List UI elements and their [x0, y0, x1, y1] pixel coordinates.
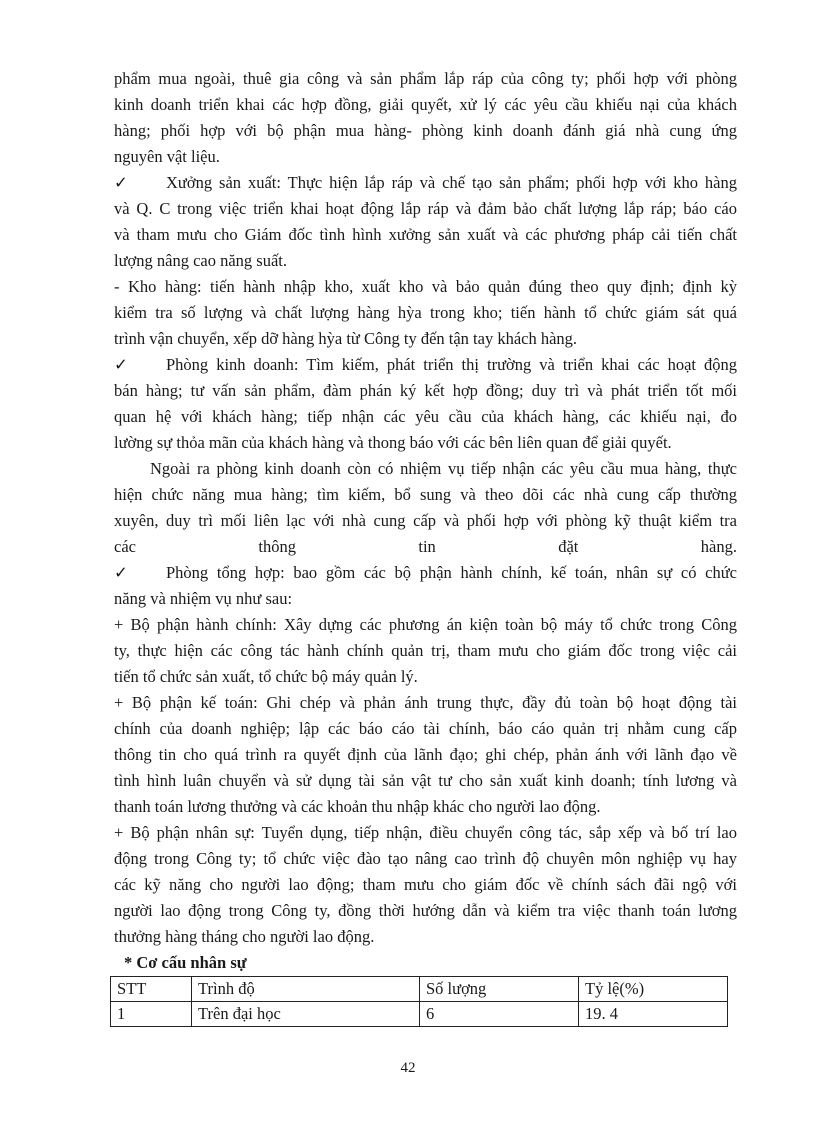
text-line: năng và nhiệm vụ như sau: — [114, 589, 293, 608]
text-line: và Q. C trong việc triển khai hoạt động lắp ráp và đảm bảo chất lượng lắp ráp; báo cáo — [114, 199, 737, 218]
text-line: + Bộ phận nhân sự: Tuyển dụng, tiếp nhận, điều chuyển công tác, sắp xếp và bố trí lao — [114, 823, 737, 842]
text-line: tiến tổ chức sản xuất, tổ chức bộ máy quản lý. — [114, 667, 418, 686]
header-cell-stt: STT — [111, 977, 192, 1002]
text-line: - Kho hàng: tiến hành nhập kho, xuất kho và bảo quản đúng theo quy định; định kỳ — [114, 277, 737, 296]
text-line: xuyên, duy trì mối liên lạc với nhà cung cấp và phối hợp với phòng kỹ thuật kiểm tra — [114, 511, 737, 530]
text-line: các kỹ năng cho người lao động; tham mưu cho giám đốc về chính sách đãi ngộ với — [114, 875, 737, 894]
text-line: ty, thực hiện các công tác hành chính quản trị, tham mưu cho giám đốc trong việc cải — [114, 641, 737, 660]
staff-structure-table — [110, 976, 728, 1027]
cell-level: Trên đại học — [192, 1002, 420, 1027]
text-line: bán hàng; tư vấn sản phẩm, đàm phán ký kết hợp đồng; duy trì và phát triển tốt mối — [114, 381, 737, 400]
section-heading: * Cơ cấu nhân sự — [124, 953, 247, 972]
text-line: động trong Công ty; tổ chức việc đào tạo nâng cao trình độ chuyên môn nghiệp vụ hay — [114, 849, 737, 868]
paragraphs — [114, 66, 737, 950]
text-line-content: Phòng kinh doanh: Tìm kiếm, phát triển thị trường và triển khai các hoạt động — [166, 355, 737, 374]
checkmark-icon: ✓ — [114, 173, 128, 192]
text-line: và tham mưu cho Giám đốc tình hình xưởng sản xuất và các phương pháp cải tiến chất — [114, 225, 737, 244]
text-line: thanh toán lương thưởng và các khoản thu nhập khác cho người lao động. — [114, 797, 601, 816]
text-line: hàng; phối hợp với bộ phận mua hàng- phòng kinh doanh đánh giá nhà cung ứng — [114, 121, 737, 140]
text-line: các thông tin đặt hàng. — [114, 537, 737, 556]
text-line: trình vận chuyển, xếp dỡ hàng hỳa từ Công ty đến tận tay khách hàng. — [114, 329, 578, 348]
cell-ratio: 19. 4 — [579, 1002, 728, 1027]
checkmark-icon: ✓ — [114, 563, 128, 582]
document-body — [114, 66, 737, 1027]
text-line: quan hệ với khách hàng; tiếp nhận các yêu cầu của khách hàng, các khiếu nại, đo — [114, 407, 737, 426]
table-header-row — [111, 977, 728, 1002]
text-line — [114, 352, 737, 378]
cell-count: 6 — [420, 1002, 579, 1027]
text-line: thông tin cho quá trình ra quyết định của lãnh đạo; ghi chép, phản ánh với lãnh đạo về — [114, 745, 737, 764]
text-line: + Bộ phận kế toán: Ghi chép và phản ánh trung thực, đầy đủ toàn bộ hoạt động tài — [114, 693, 737, 712]
text-line-content: Phòng tổng hợp: bao gồm các bộ phận hành chính, kế toán, nhân sự có chức — [166, 563, 737, 582]
text-line — [114, 170, 737, 196]
text-line-content: Xưởng sản xuất: Thực hiện lắp ráp và chế tạo sản phẩm; phối hợp với kho hàng — [166, 173, 737, 192]
header-cell-level: Trình độ — [192, 977, 420, 1002]
text-line: nguyên vật liệu. — [114, 147, 220, 166]
text-line: phẩm mua ngoài, thuê gia công và sản phẩm lắp ráp của công ty; phối hợp với phòng — [114, 69, 737, 88]
text-line — [114, 560, 737, 586]
text-line: kiểm tra số lượng và chất lượng hàng hỳa trong kho; tiến hành tổ chức giám sát quá — [114, 303, 737, 322]
checkmark-icon: ✓ — [114, 355, 128, 374]
text-line: hiện chức năng mua hàng; tìm kiếm, bổ sung và theo dõi các nhà cung cấp thường — [114, 485, 737, 504]
table-row — [111, 1002, 728, 1027]
text-line: thưởng hàng tháng cho người lao động. — [114, 927, 375, 946]
text-line: chính của doanh nghiệp; lập các báo cáo tài chính, báo cáo quản trị nhằm cung cấp — [114, 719, 737, 738]
text-line: tình hình luân chuyển và sử dụng tài sản vật tư cho sản xuất kinh doanh; tính lương và — [114, 771, 737, 790]
header-cell-ratio: Tỷ lệ(%) — [579, 977, 728, 1002]
header-cell-count: Số lượng — [420, 977, 579, 1002]
text-line: lượng nâng cao năng suất. — [114, 251, 288, 270]
text-line: Ngoài ra phòng kinh doanh còn có nhiệm vụ tiếp nhận các yêu cầu mua hàng, thực — [150, 459, 737, 478]
page-number: 42 — [400, 1060, 416, 1076]
text-line: kinh doanh triển khai các hợp đồng, giải quyết, xử lý các yêu cầu khiếu nại của khách — [114, 95, 737, 114]
cell-stt: 1 — [111, 1002, 192, 1027]
text-line: người lao động trong Công ty, đồng thời hướng dẫn và kiểm tra việc thanh toán lương — [114, 901, 737, 920]
text-line: lường sự thỏa mãn của khách hàng và thong báo với các bên liên quan để giải quyết. — [114, 433, 672, 452]
text-line: + Bộ phận hành chính: Xây dựng các phương án kiện toàn bộ máy tổ chức trong Công — [114, 615, 737, 634]
